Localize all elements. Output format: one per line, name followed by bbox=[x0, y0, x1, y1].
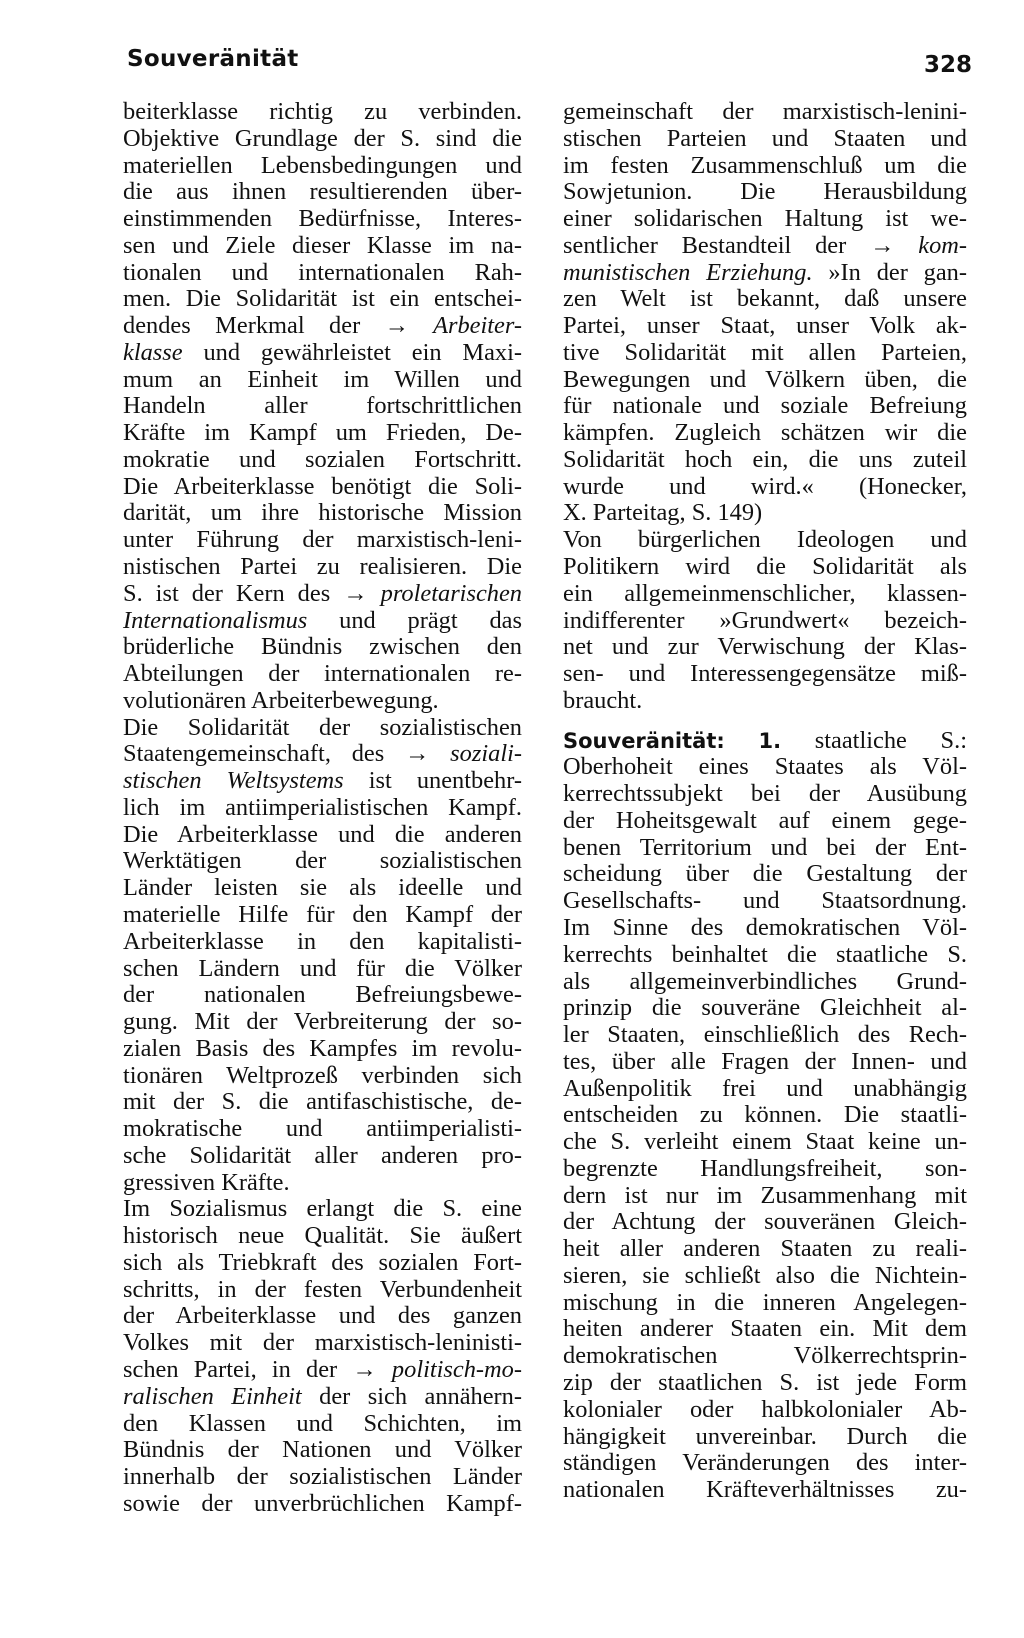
text-line: tes, über alle Fragen der Innen- und bbox=[563, 1047, 967, 1075]
text-line: mit der S. die antifaschistische, de- bbox=[123, 1088, 522, 1116]
text-line: sen und Ziele dieser Klasse im na- bbox=[123, 231, 522, 259]
text-line bbox=[123, 1384, 522, 1411]
text-line: Sowjetunion. Die Herausbildung bbox=[563, 178, 967, 206]
text-line: Im Sozialismus erlangt die S. eine bbox=[123, 1195, 522, 1223]
text-line: schen Ländern und für die Völker bbox=[123, 954, 522, 982]
text-line: sche Solidarität aller anderen pro- bbox=[123, 1141, 522, 1169]
text-line: kerrechts beinhaltet die staatliche S. bbox=[563, 940, 967, 968]
text-line: ler Staaten, einschließlich des Rech- bbox=[563, 1021, 967, 1049]
text-line: stischen Parteien und Staaten und bbox=[563, 124, 967, 152]
text-line: Oberhoheit eines Staates als Völ- bbox=[563, 753, 967, 781]
text-line: der nationalen Befreiungsbewe- bbox=[123, 981, 522, 1009]
text-line bbox=[123, 741, 522, 768]
text-line bbox=[123, 340, 522, 367]
text-line: prinzip die souveräne Gleichheit al- bbox=[563, 994, 967, 1022]
text-line: scheidung über die Gestaltung der bbox=[563, 860, 967, 888]
text-line: Die Arbeiterklasse benötigt die Soli- bbox=[123, 472, 522, 500]
cross-reference-proletarischer-internationalismus[interactable]: → proletarischen bbox=[343, 579, 522, 607]
text-line: begrenzte Handlungsfreiheit, son- bbox=[563, 1154, 967, 1182]
text-line: Politikern wird die Solidarität als bbox=[563, 553, 967, 581]
text-line: darität, um ihre historische Mission bbox=[123, 499, 522, 527]
text-line: Solidarität hoch ein, die uns zuteil bbox=[563, 445, 967, 473]
text-line: mischung in die inneren Angelegen- bbox=[563, 1288, 967, 1316]
text-line: als allgemeinverbindliches Grund- bbox=[563, 967, 967, 995]
text-line: Gesellschafts- und Staatsordnung. bbox=[563, 887, 967, 915]
text-line: mum an Einheit im Willen und bbox=[123, 365, 522, 393]
cross-reference-internationalismus-cont[interactable]: Internationalismus bbox=[123, 606, 308, 634]
text-line: volutionären Arbeiterbewegung. bbox=[123, 686, 439, 714]
text-line: kämpfen. Zugleich schätzen wir die bbox=[563, 419, 967, 447]
text-line: tive Solidarität mit allen Parteien, bbox=[563, 338, 967, 366]
text-line: Werktätigen der sozialistischen bbox=[123, 847, 522, 875]
text-line: materielle Hilfe für den Kampf der bbox=[123, 900, 522, 928]
text-line: Die Arbeiterklasse und die anderen bbox=[123, 820, 522, 848]
cross-reference-einheit-cont[interactable]: ralischen Einheit bbox=[123, 1382, 302, 1410]
text-line: Außenpolitik frei und unabhängig bbox=[563, 1074, 967, 1102]
page-number: 328 bbox=[923, 52, 972, 78]
text-line: brüderliche Bündnis zwischen den bbox=[123, 633, 522, 661]
text-line: Kräfte im Kampf um Frieden, De- bbox=[123, 419, 522, 447]
text-span: und prägt das bbox=[307, 606, 522, 634]
cross-reference-erziehung-cont[interactable]: munistischen Erziehung. bbox=[563, 258, 813, 286]
cross-reference-arbeiterklasse-cont[interactable]: klasse bbox=[123, 338, 183, 366]
text-line: heit aller anderen Staaten zu reali- bbox=[563, 1235, 967, 1263]
text-line: materiellen Lebensbedingungen und bbox=[123, 151, 522, 179]
text-line bbox=[123, 608, 522, 635]
text-line: benen Territorium und bei der Ent- bbox=[563, 833, 967, 861]
text-line: zip der staatlichen S. ist jede Form bbox=[563, 1368, 967, 1396]
text-line: der Hoheitsgewalt auf einem gege- bbox=[563, 806, 967, 834]
cross-reference-weltsystem-cont[interactable]: stischen Weltsystems bbox=[123, 767, 344, 795]
text-line: wurde und wird.« (Honecker, bbox=[563, 472, 967, 500]
text-line: kerrechtssubjekt bei der Ausübung bbox=[563, 780, 967, 808]
text-line: indifferenter »Grundwert« bezeich- bbox=[563, 606, 967, 634]
text-line: Arbeiterklasse in den kapitalisti- bbox=[123, 927, 522, 955]
text-line: sen- und Interessengegensätze miß- bbox=[563, 660, 967, 688]
text-span: und gewährleistet ein Maxi- bbox=[182, 338, 522, 366]
text-line: kolonialer oder halbkolonialer Ab- bbox=[563, 1395, 967, 1423]
text-line: mokratie und sozialen Fortschritt. bbox=[123, 445, 522, 473]
text-line: Partei, unser Staat, unser Volk ak- bbox=[563, 312, 967, 340]
text-span: S. ist der Kern des bbox=[123, 579, 331, 607]
text-line: Handeln aller fortschrittlichen bbox=[123, 392, 522, 420]
text-line: Bündnis der Nationen und Völker bbox=[123, 1436, 522, 1464]
left-column bbox=[123, 99, 522, 1518]
text-span: schen Partei, in der bbox=[123, 1355, 338, 1383]
text-span: ist unentbehr- bbox=[343, 767, 522, 795]
text-line: unter Führung der marxistisch-leni- bbox=[123, 526, 522, 554]
text-line: Bewegungen und Völkern üben, die bbox=[563, 365, 967, 393]
text-line: net und zur Verwischung der Klas- bbox=[563, 633, 967, 661]
text-line: Die Solidarität der sozialistischen bbox=[123, 713, 522, 741]
text-line: ein allgemeinmenschlicher, klassen- bbox=[563, 579, 967, 607]
text-line bbox=[123, 581, 522, 608]
text-line: gemeinschaft der marxistisch-lenini- bbox=[563, 98, 967, 125]
text-line: hängigkeit unvereinbar. Durch die bbox=[563, 1422, 967, 1450]
text-line: mokratische und antiimperialisti- bbox=[123, 1115, 522, 1143]
text-line: Im Sinne des demokratischen Völ- bbox=[563, 913, 967, 941]
text-line: X. Parteitag, S. 149) bbox=[563, 499, 763, 527]
text-line: sich als Triebkraft des sozialen Fort- bbox=[123, 1248, 522, 1276]
text-line: che S. verleiht einem Staat keine un- bbox=[563, 1128, 967, 1156]
text-line: zen Welt ist bekannt, daß unsere bbox=[563, 285, 967, 313]
text-line: sieren, sie schließt also die Nichtein- bbox=[563, 1261, 967, 1289]
text-line: nationalen Kräfteverhältnisses zu- bbox=[563, 1476, 967, 1504]
text-line: tionalen und internationalen Rah- bbox=[123, 258, 522, 286]
text-line: demokratischen Völkerrechtsprin- bbox=[563, 1342, 967, 1370]
text-line: einer solidarischen Haltung ist we- bbox=[563, 205, 967, 233]
entry-sense-number: 1. bbox=[758, 728, 782, 753]
cross-reference-arbeiterklasse[interactable]: → Arbeiter- bbox=[384, 312, 522, 340]
text-line: entscheiden zu können. Die staatli- bbox=[563, 1101, 967, 1129]
text-line bbox=[563, 233, 967, 260]
text-line: Volkes mit der marxistisch-leninisti- bbox=[123, 1329, 522, 1357]
text-line: Objektive Grundlage der S. sind die bbox=[123, 124, 522, 152]
cross-reference-sozialistisches-weltsystem[interactable]: → soziali- bbox=[405, 740, 522, 768]
text-line: sowie der unverbrüchlichen Kampf- bbox=[123, 1489, 522, 1517]
text-line: für nationale und soziale Befreiung bbox=[563, 392, 967, 420]
text-line: innerhalb der sozialistischen Länder bbox=[123, 1463, 522, 1491]
text-line: gung. Mit der Verbreiterung der so- bbox=[123, 1008, 522, 1036]
text-line: braucht. bbox=[563, 686, 643, 714]
text-span: staatliche S.: bbox=[781, 726, 967, 754]
text-line: der Arbeiterklasse und des ganzen bbox=[123, 1302, 522, 1330]
cross-reference-kommunistische-erziehung[interactable]: → kom- bbox=[870, 231, 967, 259]
text-line bbox=[123, 313, 522, 340]
text-span: »In der gan- bbox=[812, 258, 967, 286]
text-line: im festen Zusammenschluß um die bbox=[563, 151, 967, 179]
text-span: dendes Merkmal der bbox=[123, 312, 361, 340]
right-column bbox=[563, 99, 967, 1504]
text-line: lich im antiimperialistischen Kampf. bbox=[123, 793, 522, 821]
text-line: gressiven Kräfte. bbox=[123, 1168, 290, 1196]
text-line: die aus ihnen resultierenden über- bbox=[123, 178, 522, 206]
text-line: der Achtung der souveränen Gleich- bbox=[563, 1208, 967, 1236]
text-span: Staatengemeinschaft, des bbox=[123, 740, 385, 768]
text-line: einstimmenden Bedürfnisse, Interes- bbox=[123, 205, 522, 233]
text-line: men. Die Solidarität ist ein entschei- bbox=[123, 285, 522, 313]
entry-lemma: Souveränität: bbox=[563, 728, 725, 753]
text-line: nistischen Partei zu realisieren. Die bbox=[123, 553, 522, 581]
text-span: der sich annähern- bbox=[301, 1382, 522, 1410]
text-line: historisch neue Qualität. Sie äußert bbox=[123, 1222, 522, 1250]
text-line: Abteilungen der internationalen re- bbox=[123, 660, 522, 688]
running-head-title: Souveränität bbox=[127, 46, 299, 72]
text-line bbox=[123, 768, 522, 795]
entry-heading-line bbox=[563, 728, 967, 755]
text-line bbox=[123, 1357, 522, 1384]
text-line bbox=[563, 260, 967, 287]
text-line: schritts, in der festen Verbundenheit bbox=[123, 1275, 522, 1303]
cross-reference-politisch-moralische-einheit[interactable]: → politisch-mo- bbox=[352, 1355, 522, 1383]
text-line: den Klassen und Schichten, im bbox=[123, 1409, 522, 1437]
text-line: dern ist nur im Zusammenhang mit bbox=[563, 1181, 967, 1209]
text-line: zialen Basis des Kampfes im revolu- bbox=[123, 1034, 522, 1062]
text-line: ständigen Veränderungen des inter- bbox=[563, 1449, 967, 1477]
text-span: sentlicher Bestandteil der bbox=[563, 231, 847, 259]
text-line: Von bürgerlichen Ideologen und bbox=[563, 526, 967, 554]
text-line: tionären Weltprozeß verbinden sich bbox=[123, 1061, 522, 1089]
text-line: beiterklasse richtig zu verbinden. bbox=[123, 98, 522, 125]
text-line: Länder leisten sie als ideelle und bbox=[123, 874, 522, 902]
text-line: heiten anderer Staaten ein. Mit dem bbox=[563, 1315, 967, 1343]
